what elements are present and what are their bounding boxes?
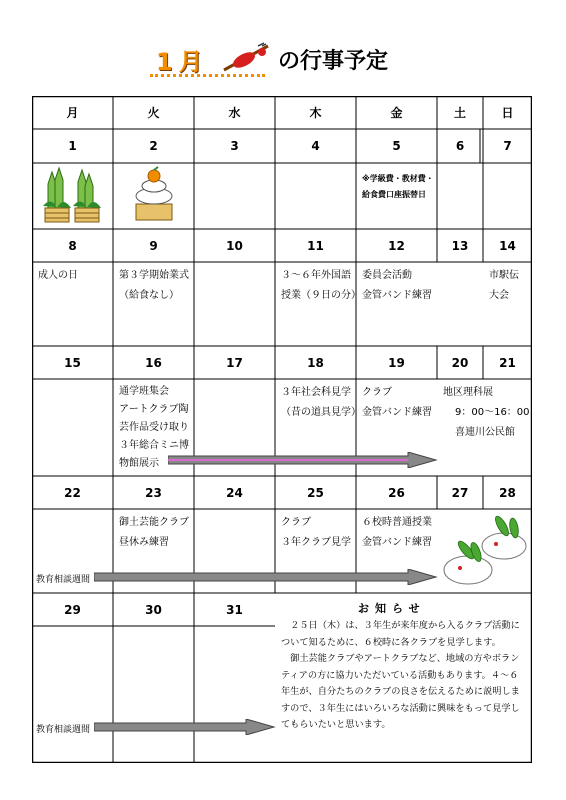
date-26: 26 [388,485,405,500]
yuki-usagi-icon [442,512,530,588]
period-arrow [94,569,438,585]
event-line: 芸作品受け取り [119,422,189,433]
event-line: 9：00～16：00 [455,407,530,418]
date-9: 9 [149,238,158,253]
event-line: 授業（９日の分） [281,290,361,301]
event-line: 金管バンド練習 [362,537,432,548]
date-7: 7 [503,139,512,153]
event-line: クラブ [281,517,311,528]
event-jan14 [483,262,532,306]
event-line: 市駅伝 [489,270,519,281]
event-jan26 [356,509,437,553]
event-line: 給食費口座振替日 [362,190,426,199]
date-1: 1 [68,139,77,153]
date-29: 29 [64,602,81,617]
hagoita-icon [222,42,272,74]
notice-title: お知らせ [358,602,426,615]
weekday-wed: 水 [228,106,241,120]
date-10: 10 [226,238,243,253]
kagami-mochi-icon [132,166,176,222]
event-jan8 [32,262,113,286]
date-14: 14 [499,238,516,253]
date-31: 31 [226,602,243,617]
page-title: の行事予定 [278,49,389,74]
date-18: 18 [307,355,324,370]
event-jan11 [275,262,361,306]
weekday-sun: 日 [501,106,514,120]
event-line: ３～６年外国語 [281,270,351,281]
calendar [32,96,532,763]
event-line: 御土芸能クラブ [119,517,189,528]
weekday-thu: 木 [309,106,322,120]
event-jan5 [356,163,437,229]
notice-paragraph: 御土芸能クラブやアートクラブなど、地域の方やボランティアの方に協力いただいている活動もあります。４～６年生が、自分たちのクラブの良さを伝えるために説明しますので、３年生にはいろいろな活動に興味をもって見学してもらいたいと思います。 [281,653,520,730]
event-line: ６校時普通授業 [362,517,432,528]
date-16: 16 [145,355,162,370]
event-line: クラブ [362,387,392,398]
event-jan22: 教育相談週間 [36,575,91,585]
event-jan23 [113,509,194,553]
event-jan29: 教育相談週間 [36,725,91,735]
date-28: 28 [499,485,516,500]
event-line: ３年社会科見学 [281,387,351,398]
date-2: 2 [149,139,158,153]
event-line: ３年総合ミニ博 [119,440,189,451]
weekday-tue: 火 [147,106,160,120]
event-line: 委員会活動 [362,270,412,281]
weekday-sat: 土 [453,106,466,120]
event-line: アートクラブ陶 [119,404,189,415]
event-jan9 [113,262,194,306]
kadomatsu-icon [40,166,106,226]
date-11: 11 [307,238,324,253]
date-19: 19 [388,355,405,370]
date-3: 3 [230,139,239,153]
date-12: 12 [388,238,405,253]
title-underline [150,74,265,77]
event-line: 物館展示 [119,458,159,469]
event-line: 金管バンド練習 [362,290,432,301]
period-arrow [94,719,276,735]
event-jan25 [275,509,356,553]
notice-paragraph: ２５日（木）は、３年生が来年度から入るクラブ活動について知るために、６校時に各クラブを見学します。 [281,620,520,648]
date-25: 25 [307,485,324,500]
event-line: 喜連川公民館 [455,427,515,438]
event-line: 金管バンド練習 [362,407,432,418]
page-header [150,40,450,76]
month-label: 1月 [156,48,209,76]
notice-body [281,618,527,734]
date-6: 6 [455,139,465,153]
date-8: 8 [68,238,77,253]
event-jan18 [275,379,361,423]
event-line: 昼休み練習 [119,537,169,548]
date-21: 21 [499,355,516,370]
date-4: 4 [311,139,320,153]
event-line: 通学班集会 [119,386,169,397]
event-line: 成人の日 [38,270,78,281]
weekday-fri: 金 [390,106,403,120]
event-line: 地区理科展 [443,387,493,398]
date-13: 13 [451,238,469,253]
event-line: （給食なし） [119,290,179,301]
event-jan20 [437,379,532,443]
event-line: ※学級費・教材費・ [362,174,434,183]
date-17: 17 [226,355,243,370]
date-23: 23 [145,485,162,500]
date-5: 5 [392,139,401,153]
date-15: 15 [64,355,81,370]
period-arrow [168,452,438,468]
event-jan12 [356,262,437,306]
event-line: （昔の道具見学） [281,407,361,418]
event-line: ３年クラブ見学 [281,537,351,548]
event-jan19 [356,379,437,423]
event-line: 第３学期始業式 [119,270,189,281]
event-line: 大会 [489,290,509,301]
date-20: 20 [451,355,469,370]
date-22: 22 [64,485,81,500]
weekday-mon: 月 [66,106,79,120]
date-30: 30 [145,602,162,617]
date-24: 24 [226,485,243,500]
date-27: 27 [451,485,469,500]
